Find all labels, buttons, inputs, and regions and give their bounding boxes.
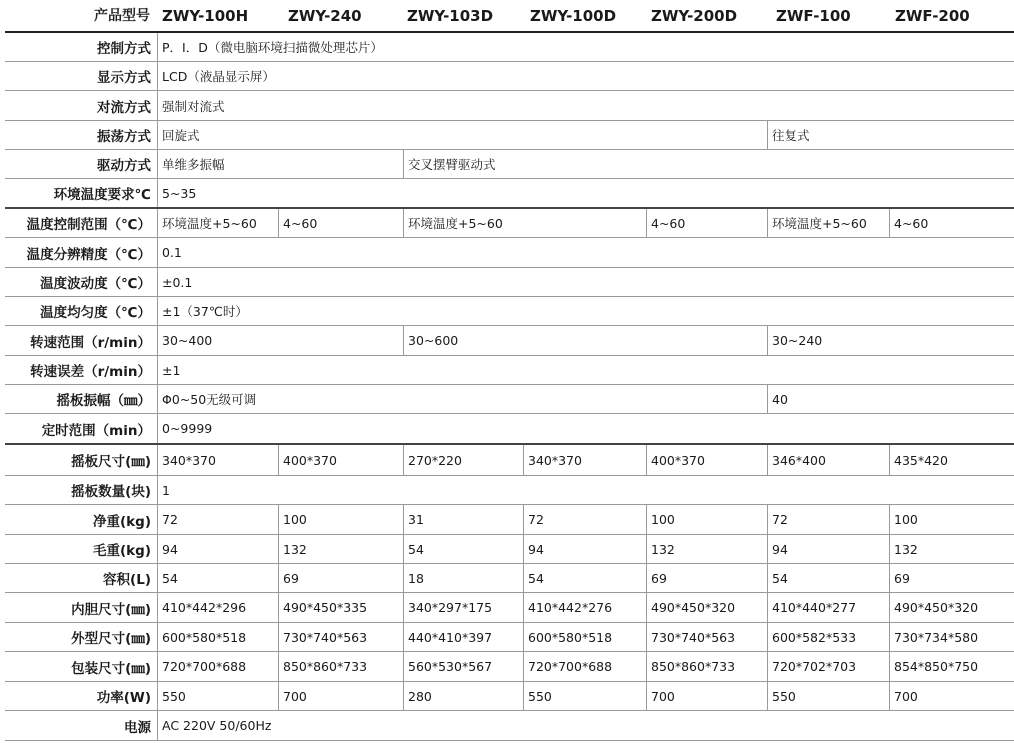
spec-value: 94 bbox=[162, 541, 178, 557]
spec-row bbox=[5, 652, 1014, 682]
spec-label: 温度波动度（℃） bbox=[40, 276, 151, 292]
spec-row bbox=[5, 356, 1014, 385]
spec-row bbox=[5, 121, 1014, 150]
spec-value: 720*700*688 bbox=[162, 659, 247, 674]
spec-value: 340*370 bbox=[162, 452, 216, 468]
spec-value: 854*850*750 bbox=[894, 659, 979, 674]
spec-value: 600*582*533 bbox=[772, 629, 857, 645]
spec-row bbox=[5, 91, 1014, 121]
spec-row bbox=[5, 476, 1014, 505]
spec-value: 720*700*688 bbox=[528, 659, 613, 674]
spec-value: 270*220 bbox=[408, 452, 462, 468]
spec-row bbox=[5, 179, 1014, 209]
spec-value: 490*450*320 bbox=[651, 600, 736, 615]
spec-value: 100 bbox=[894, 512, 918, 527]
spec-label: 驱动方式 bbox=[97, 158, 151, 174]
spec-value: 730*740*563 bbox=[283, 629, 368, 645]
spec-row bbox=[5, 445, 1014, 476]
spec-value: 94 bbox=[772, 541, 788, 557]
spec-value: AC 220V 50/60Hz bbox=[162, 718, 272, 733]
spec-value: 0~9999 bbox=[162, 421, 213, 436]
spec-value: 700 bbox=[894, 688, 918, 704]
spec-value: ±1 bbox=[162, 362, 181, 378]
spec-row bbox=[5, 297, 1014, 326]
spec-label: 容积(L) bbox=[103, 572, 151, 588]
spec-label: 包装尺寸(㎜) bbox=[71, 660, 151, 677]
spec-value: 410*440*277 bbox=[772, 600, 857, 615]
spec-row bbox=[5, 711, 1014, 741]
spec-value: 30~600 bbox=[408, 333, 459, 348]
spec-value: 100 bbox=[651, 512, 675, 527]
model-header-label: 产品型号 bbox=[94, 8, 150, 24]
spec-label: 温度均匀度（℃） bbox=[40, 305, 151, 321]
spec-label: 定时范围（min） bbox=[41, 422, 151, 439]
model-name: ZWF-200 bbox=[895, 7, 970, 25]
spec-value: 700 bbox=[651, 688, 675, 704]
spec-label: 环境温度要求℃ bbox=[53, 187, 151, 203]
spec-value: 54 bbox=[772, 570, 788, 586]
spec-value: 435*420 bbox=[894, 452, 948, 468]
spec-value: 560*530*567 bbox=[408, 659, 493, 674]
spec-label: 温度控制范围（℃） bbox=[26, 217, 151, 233]
model-header-row bbox=[0, 0, 1014, 30]
spec-value: 30~240 bbox=[772, 333, 823, 348]
spec-value: 440*410*397 bbox=[408, 629, 493, 645]
spec-label: 摇板振幅（㎜） bbox=[56, 393, 151, 409]
spec-label: 毛重(kg) bbox=[93, 543, 151, 559]
spec-value: 410*442*296 bbox=[162, 600, 247, 615]
spec-row bbox=[5, 62, 1014, 91]
spec-value: 54 bbox=[528, 570, 544, 586]
spec-value: 720*702*703 bbox=[772, 659, 857, 674]
model-name: ZWY-100D bbox=[530, 7, 617, 25]
spec-value: ±1（37℃时） bbox=[162, 304, 248, 319]
spec-row bbox=[5, 326, 1014, 356]
spec-row bbox=[5, 623, 1014, 652]
spec-value: 410*442*276 bbox=[528, 600, 613, 615]
spec-value: 730*734*580 bbox=[894, 629, 979, 645]
spec-value: 132 bbox=[651, 541, 675, 557]
spec-value: 850*860*733 bbox=[283, 659, 368, 674]
spec-value: 单维多振幅 bbox=[162, 157, 225, 172]
spec-row bbox=[5, 593, 1014, 623]
spec-row bbox=[5, 535, 1014, 564]
spec-label: 电源 bbox=[124, 719, 151, 736]
spec-value: 72 bbox=[162, 512, 178, 527]
spec-value: 环境温度+5~60 bbox=[772, 216, 867, 231]
spec-value: 4~60 bbox=[283, 215, 318, 231]
spec-value: 5~35 bbox=[162, 185, 197, 201]
spec-label: 转速范围（r/min） bbox=[30, 334, 151, 351]
spec-value: 强制对流式 bbox=[162, 98, 225, 114]
spec-row bbox=[5, 564, 1014, 593]
spec-value: 340*297*175 bbox=[408, 600, 493, 615]
spec-value: 40 bbox=[772, 391, 788, 407]
spec-label: 对流方式 bbox=[97, 99, 151, 116]
spec-value: 340*370 bbox=[528, 452, 582, 468]
spec-label: 控制方式 bbox=[97, 41, 151, 57]
spec-value: 环境温度+5~60 bbox=[162, 216, 257, 231]
spec-row bbox=[5, 268, 1014, 297]
spec-value: 550 bbox=[162, 688, 186, 704]
spec-value: 环境温度+5~60 bbox=[408, 216, 503, 231]
spec-value: ±0.1 bbox=[162, 274, 193, 290]
model-name: ZWY-100H bbox=[162, 7, 249, 25]
spec-value: 69 bbox=[283, 570, 299, 586]
spec-label: 显示方式 bbox=[97, 70, 151, 86]
spec-value: 69 bbox=[651, 570, 667, 586]
spec-value: 346*400 bbox=[772, 452, 826, 468]
spec-value: 4~60 bbox=[894, 215, 929, 231]
spec-label: 温度分辨精度（℃） bbox=[26, 246, 151, 263]
model-name: ZWY-103D bbox=[407, 7, 494, 25]
spec-value: 54 bbox=[408, 541, 424, 557]
spec-row bbox=[5, 505, 1014, 535]
spec-value: 550 bbox=[528, 688, 552, 704]
header-rule bbox=[5, 31, 1014, 33]
spec-value: 490*450*320 bbox=[894, 600, 979, 615]
model-name: ZWY-200D bbox=[651, 7, 738, 25]
spec-value: 回旋式 bbox=[162, 128, 200, 143]
spec-row bbox=[5, 385, 1014, 414]
spec-value: 132 bbox=[894, 541, 918, 557]
spec-value: 1 bbox=[162, 482, 170, 498]
model-name: ZWY-240 bbox=[288, 7, 362, 25]
spec-value: 往复式 bbox=[772, 128, 810, 143]
spec-label: 转速误差（r/min） bbox=[30, 364, 151, 380]
spec-value: 550 bbox=[772, 688, 796, 704]
spec-row bbox=[5, 33, 1014, 62]
spec-row bbox=[5, 682, 1014, 711]
spec-label: 振荡方式 bbox=[97, 129, 151, 145]
spec-value: 72 bbox=[528, 512, 544, 527]
spec-label: 摇板尺寸(㎜) bbox=[71, 454, 151, 470]
spec-value: 30~400 bbox=[162, 333, 213, 348]
spec-row bbox=[5, 238, 1014, 268]
spec-value: 31 bbox=[408, 512, 424, 527]
spec-value: 280 bbox=[408, 688, 432, 704]
spec-value: 4~60 bbox=[651, 215, 686, 231]
spec-value: 100 bbox=[283, 512, 307, 527]
spec-value: 730*740*563 bbox=[651, 629, 736, 645]
spec-value: 交叉摆臂驱动式 bbox=[408, 157, 496, 172]
spec-value: 72 bbox=[772, 512, 788, 527]
spec-label: 外型尺寸(㎜) bbox=[71, 631, 151, 647]
spec-value: 54 bbox=[162, 570, 178, 586]
spec-value: 850*860*733 bbox=[651, 659, 736, 674]
spec-label: 内胆尺寸(㎜) bbox=[71, 601, 151, 618]
spec-row bbox=[5, 150, 1014, 179]
spec-value: 132 bbox=[283, 541, 307, 557]
spec-value: 18 bbox=[408, 570, 424, 586]
spec-value: LCD（液晶显示屏） bbox=[162, 69, 275, 84]
spec-label: 净重(kg) bbox=[93, 513, 151, 530]
spec-value: 600*580*518 bbox=[162, 629, 247, 645]
spec-value: P．I．D（微电脑环境扫描微处理芯片） bbox=[162, 40, 383, 55]
spec-value: 490*450*335 bbox=[283, 600, 368, 615]
spec-value: 400*370 bbox=[651, 452, 705, 468]
model-name: ZWF-100 bbox=[776, 7, 851, 25]
spec-row bbox=[5, 209, 1014, 238]
spec-value: 600*580*518 bbox=[528, 629, 613, 645]
spec-value: 400*370 bbox=[283, 452, 337, 468]
spec-row bbox=[5, 414, 1014, 445]
spec-label: 功率(W) bbox=[96, 690, 151, 706]
spec-value: Φ0~50无级可调 bbox=[162, 392, 257, 407]
spec-value: 94 bbox=[528, 541, 544, 557]
spec-label: 摇板数量(块) bbox=[71, 484, 151, 500]
spec-value: 0.1 bbox=[162, 245, 182, 260]
spec-value: 700 bbox=[283, 688, 307, 704]
spec-value: 69 bbox=[894, 570, 910, 586]
